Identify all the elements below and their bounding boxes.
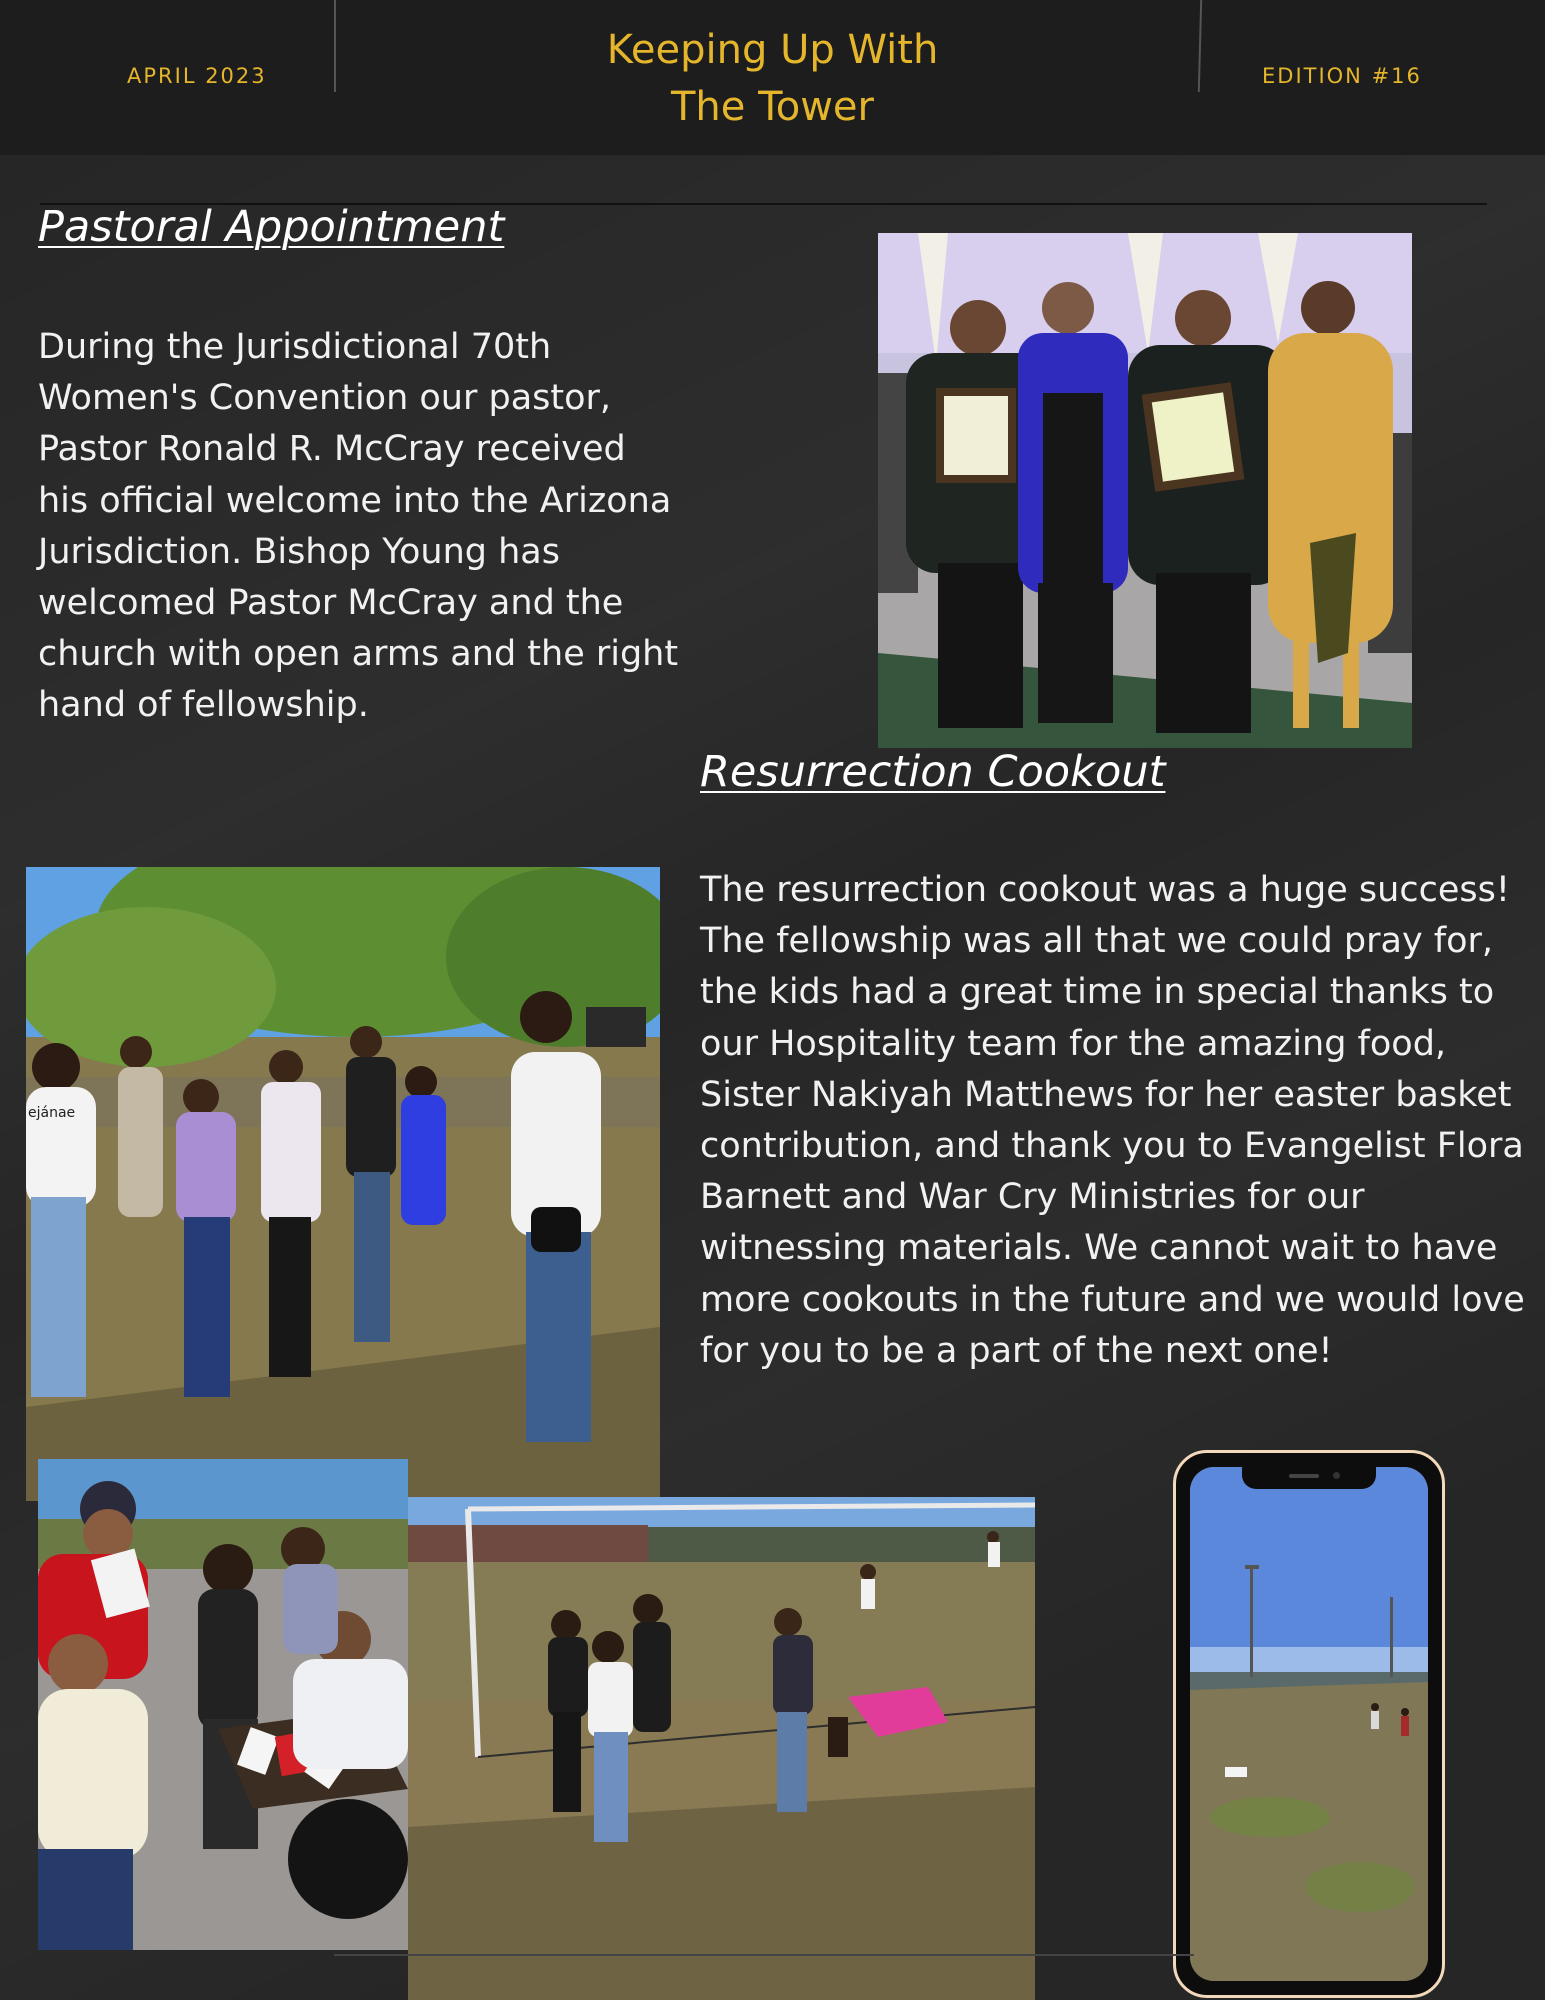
phone-screen-photo — [1190, 1467, 1428, 1981]
edition-number: EDITION #16 — [1262, 64, 1422, 88]
pastoral-appointment-heading: Pastoral Appointment — [38, 202, 505, 252]
footer-divider — [334, 1954, 1194, 1956]
resurrection-cookout-heading: Resurrection Cookout — [700, 747, 1166, 797]
shirt-lettering: ejánae — [28, 1105, 76, 1121]
pastoral-appointment-text: During the Jurisdictional 70th Women's Convention our pastor, Pastor Ronald R. McCray received his official welcome into the Arizona Jurisdiction. Bishop Young has welcomed Pastor McCray and the church with open arms and the right hand of fellowship. — [38, 327, 679, 726]
phone-mockup — [1173, 1450, 1445, 1998]
phone-camera — [1333, 1472, 1340, 1479]
resurrection-cookout-text: The resurrection cookout was a huge success! The fellowship was all that we could pray for, the kids had a great time in special thanks to our Hospitality team for the amazing food, Sister Nakiyah Matthews for her easter basket contribution, and thank you to Evangelist Flora Barnett and War Cry Ministries for our witnessing materials. We cannot wait to have more cookouts in the future and we would love for you to be a part of the next one! — [700, 870, 1525, 1371]
title-line-2: The Tower — [671, 84, 874, 130]
issue-date: APRIL 2023 — [127, 64, 267, 88]
phone-speaker — [1289, 1474, 1319, 1478]
phone-notch — [1242, 1467, 1376, 1489]
soccer-field-photo — [408, 1497, 1035, 2000]
cookout-group-photo — [26, 867, 660, 1501]
card-game-photo — [38, 1459, 408, 1950]
pastoral-appointment-photo — [878, 233, 1412, 748]
newsletter-header — [0, 0, 1545, 155]
title-line-1: Keeping Up With — [606, 27, 939, 73]
header-divider-left — [334, 0, 336, 92]
newsletter-title — [520, 22, 1025, 136]
